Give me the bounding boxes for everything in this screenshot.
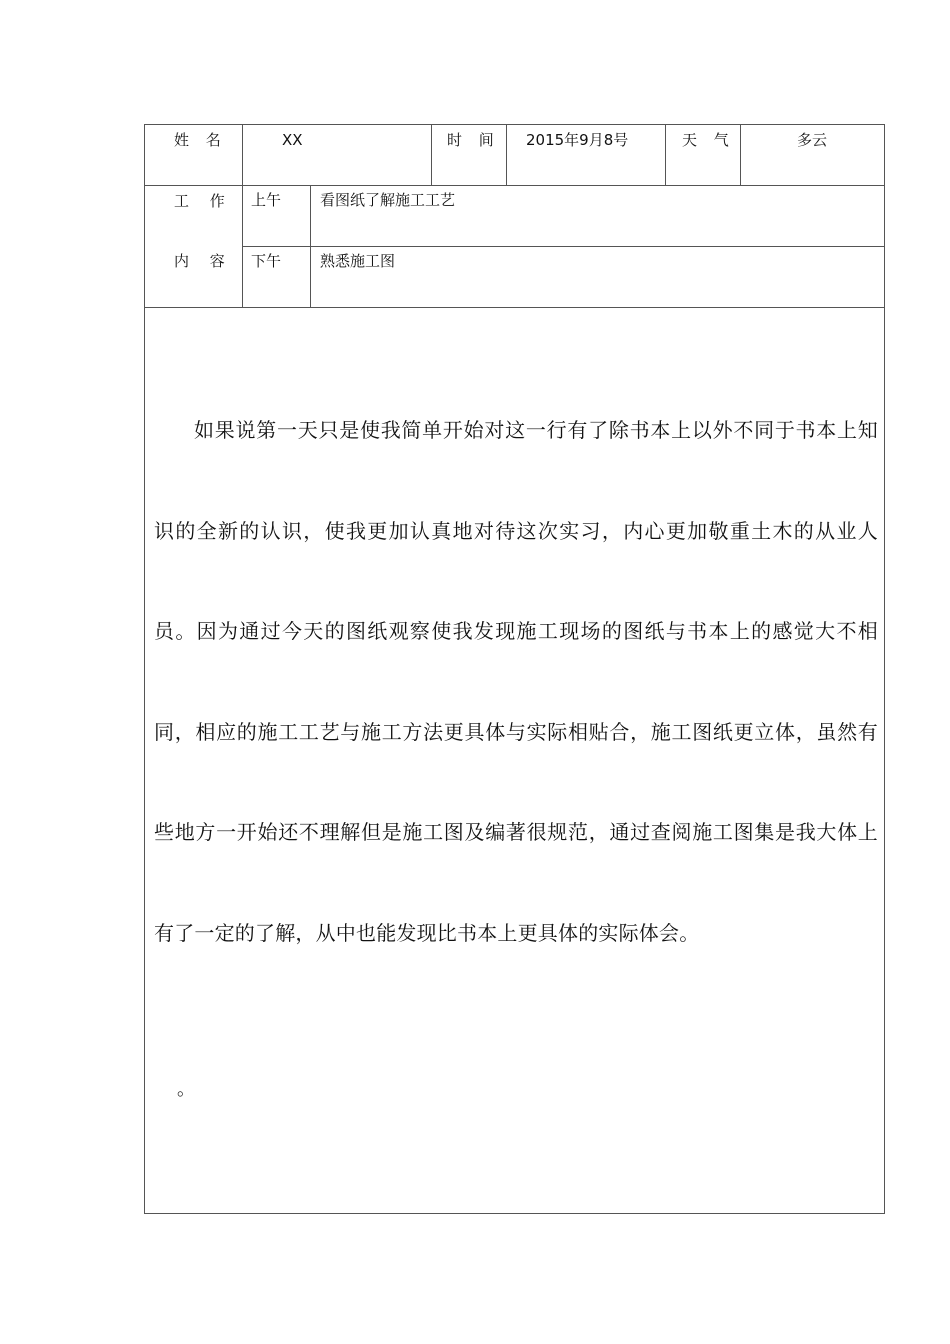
journal-paragraph: 如果说第一天只是使我简单开始对这一行有了除书本上以外不同于书本上知识的全新的认识，使我更加认真地对待这次实习，内心更加敬重土木的从业人员。因为通过今天的图纸观察使我发现施工现场的图纸与书本上的感觉大不相同，相应的施工工艺与施工方法更具体与实际相贴合，施工图纸更立体，虽然有些地方一开始还不理解但是施工图及编著很规范，通过查阅施工图集是我大体上有了一定的了解，从中也能发现比书本上更具体的实际体会。 [154, 418, 878, 945]
row-divider-work [145, 307, 884, 308]
name-label: 姓 名 [174, 131, 227, 149]
work-label-line2: 内 容 [174, 252, 233, 270]
journal-trailing-mark: 。 [177, 1079, 195, 1100]
work-label-line1: 工 作 [174, 192, 233, 210]
col-divider-period [310, 185, 311, 307]
col-divider-time-value [506, 125, 507, 185]
weather-value: 多云 [797, 131, 828, 149]
name-value: XX [282, 131, 303, 149]
afternoon-value: 熟悉施工图 [320, 252, 396, 270]
time-label: 时 间 [447, 131, 500, 149]
afternoon-label: 下午 [251, 252, 282, 270]
morning-label: 上午 [251, 191, 282, 209]
morning-value: 看图纸了解施工工艺 [320, 191, 456, 209]
weather-label: 天 气 [682, 131, 735, 149]
time-value: 2015年9月8号 [526, 131, 629, 149]
daily-log-table [144, 124, 885, 1214]
row-divider-morning [242, 246, 884, 247]
journal-body [154, 380, 878, 983]
row-divider-header [145, 185, 884, 186]
col-divider-time-label [431, 125, 432, 185]
col-divider-weather-label [665, 125, 666, 185]
col-divider-weather-value [740, 125, 741, 185]
col-divider-name [242, 125, 243, 307]
